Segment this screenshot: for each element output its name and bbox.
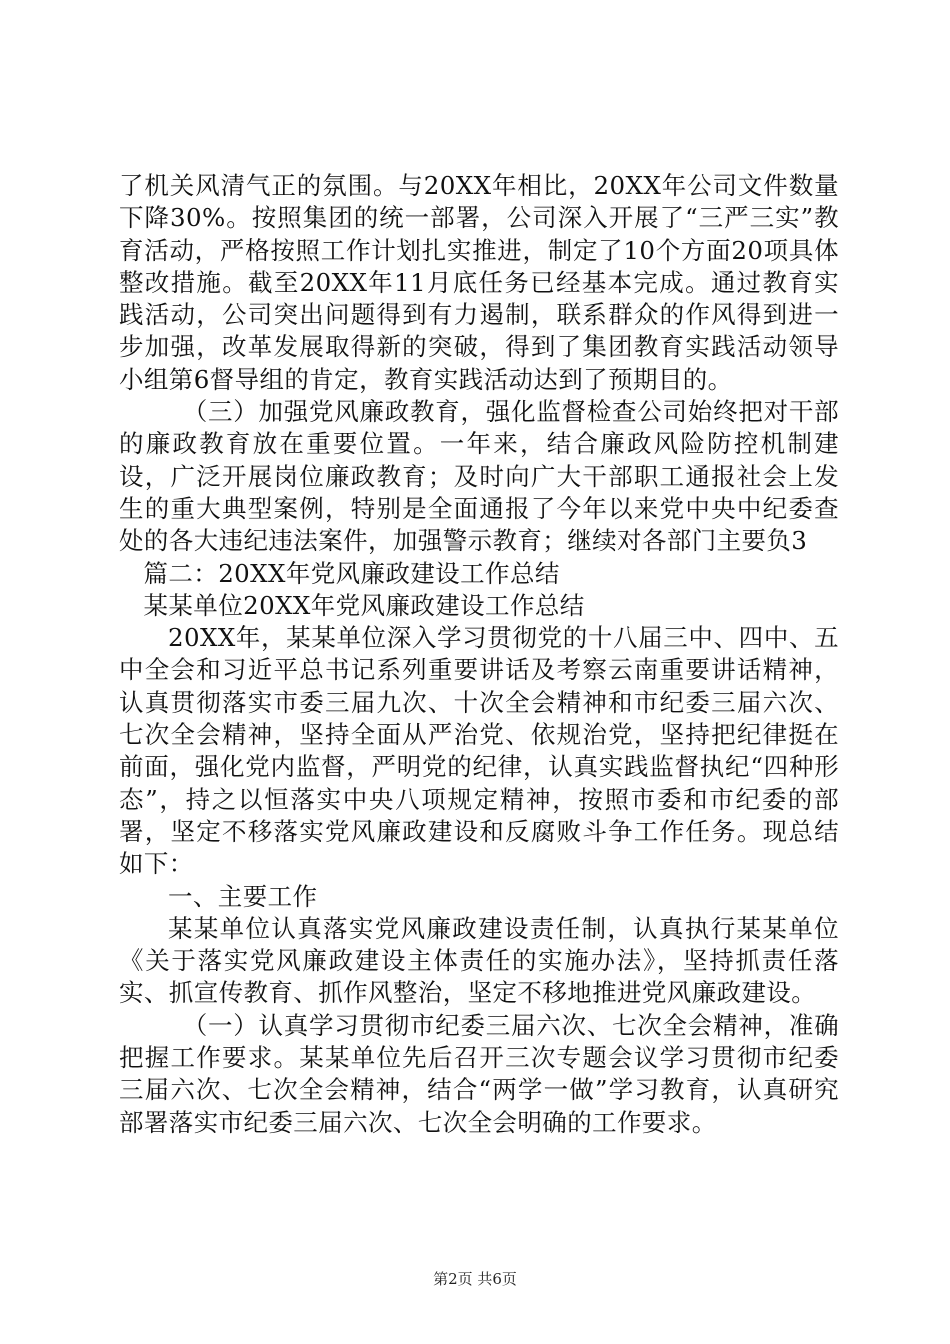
paragraph-intro: 20XX年，某某单位深入学习贯彻党的十八届三中、四中、五中全会和习近平总书记系列重要讲话及考察云南重要讲话精神，认真贯彻落实市委三届九次、十次全会精神和市纪委三届六次、七次全会精神，坚持全面从严治党、依规治党，坚持把纪律挺在前面，强化党内监督，严明党的纪律，认真实践监督执纪“四种形态”，持之以恒落实中央八项规定精神，按照市委和市纪委的部署，坚定不移落实党风廉政建设和反腐败斗争工作任务。现总结如下： [119,623,839,879]
paragraph-heading-main-work: 一、主要工作 [168,881,318,911]
paragraph-report-title: 某某单位20XX年党风廉政建设工作总结 [143,590,585,620]
page-number-footer: 第2页 共6页 [433,1270,517,1288]
paragraph-section-one: （一）认真学习贯彻市纪委三届六次、七次全会精神，准确把握工作要求。某某单位先后召开三次专题会议学习贯彻市纪委三届六次、七次全会精神，结合“两学一做”学习教育，认真研究部署落实市纪委三届六次、七次全会明确的工作要求。 [119,1010,839,1137]
paragraph-chapter-heading: 篇二：20XX年党风廉政建设工作总结 [143,558,560,588]
paragraph-main-work: 某某单位认真落实党风廉政建设责任制，认真执行某某单位《关于落实党风廉政建设主体责任的实施办法》，坚持抓责任落实、抓宣传教育、抓作风整治，坚定不移地推进党风廉政建设。 [119,913,839,1008]
paragraph-section-three: （三）加强党风廉政教育，强化监督检查公司始终把对干部的廉政教育放在重要位置。一年来，结合廉政风险防控机制建设，广泛开展岗位廉政教育；及时向广大干部职工通报社会上发生的重大典型案例，特别是全面通报了今年以来党中央中纪委查处的各大违纪违法案件，加强警示教育；继续对各部门主要负3 [119,397,839,556]
paragraph-continuation: 了机关风清气正的氛围。与20XX年相比，20XX年公司文件数量下降30%。按照集团的统一部署，公司深入开展了“三严三实”教育活动，严格按照工作计划扎实推进，制定了10个方面20项具体整改措施。截至20XX年11月底任务已经基本完成。通过教育实践活动，公司突出问题得到有力遏制，联系群众的作风得到进一步加强，改革发展取得新的突破，得到了集团教育实践活动领导小组第6督导组的肯定，教育实践活动达到了预期目的。 [119,171,839,394]
document-body [119,170,839,1139]
